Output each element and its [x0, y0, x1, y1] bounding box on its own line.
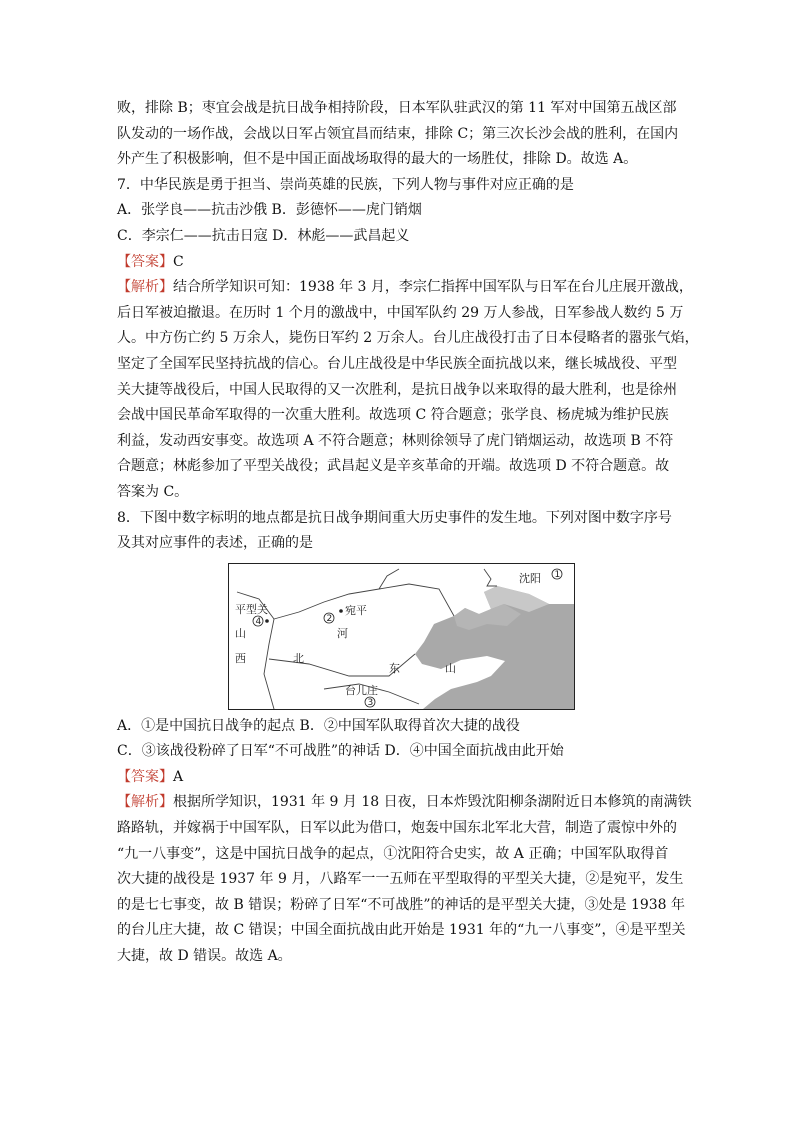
label-shan-right: 山 [445, 661, 456, 675]
question-stem: 及其对应事件的表述，正确的是 [117, 535, 313, 552]
text-line: 的是七七事变，故 B 错误；粉碎了日军“不可战胜”的神话的是平型关大捷，③处是 1938 年 [117, 896, 686, 913]
answer-tag: 【答案】 [117, 253, 173, 270]
option-line: C．李宗仁——抗击日寇 D．林彪——武昌起义 [117, 227, 410, 244]
question-7 [117, 173, 699, 506]
option-line: C．③该战役粉碎了日军“不可战胜”的神话 D．④中国全面抗战由此开始 [117, 743, 564, 760]
site-dot [339, 609, 343, 613]
analysis-text: 结合所学知识可知：1938 年 3 月，李宗仁指挥中国军队与日军在台儿庄展开激战， [173, 279, 693, 296]
text-line: 会战中国民革命军取得的一次重大胜利。故选项 C 符合题意；张学良、杨虎城为维护民族 [117, 407, 669, 424]
label-dong: 东 [389, 661, 400, 675]
label-xi: 西 [235, 651, 246, 665]
analysis-line [117, 275, 693, 301]
text-line: 路路轨，并嫁祸于中国军队，日军以此为借口，炮轰中国东北军北大营，制造了震惊中外的 [117, 820, 677, 837]
text-line: 大捷，故 D 错误。故选 A。 [117, 948, 292, 965]
province-boundary [484, 569, 497, 586]
marker-2-num: 2 [326, 613, 333, 624]
marker-4-num: 4 [255, 616, 262, 627]
text-line: 答案为 C。 [117, 483, 189, 500]
analysis-text: 根据所学知识，1931 年 9 月 18 日夜，日本炸毁沈阳柳条湖附近日本修筑的南满铁 [173, 794, 692, 811]
analysis-tag: 【解析】 [117, 794, 173, 811]
marker-1-num: 1 [554, 569, 561, 580]
question-stem: 7．中华民族是勇于担当、崇尚英雄的民族，下列人物与事件对应正确的是 [117, 176, 574, 193]
text-line: 败，排除 B；枣宜会战是抗日战争相持阶段，日本军队驻武汉的第 11 军对中国第五战区部 [117, 100, 677, 116]
answer-value: C [173, 253, 184, 270]
analysis-line [117, 790, 692, 816]
text-line: 关大捷等战役后，中国人民取得的又一次胜利，是抗日战争以来取得的最大胜利，也是徐州 [117, 381, 677, 398]
option-line: A．张学良——抗击沙俄 B．彭德怀——虎门销烟 [117, 202, 422, 219]
text-line: 外产生了积极影响，但不是中国正面战场取得的最大的一场胜仗，排除 D。故选 A。 [117, 151, 638, 168]
answer-line [117, 250, 683, 276]
label-taierzhuang: 台儿庄 [345, 683, 378, 697]
text-line: 坚定了全国军民坚持抗战的信心。台儿庄战役是中华民族全面抗战以来，继长城战役、平型 [117, 355, 677, 372]
text-line: 人。中方伤亡约 5 万余人，毙伤日军约 2 万余人。台儿庄战役打击了日本侵略者的嚣张气焰， [117, 330, 699, 347]
text-line: “九一八事变”，这是中国抗日战争的起点，①沈阳符合史实，故 A 正确；中国军队取得首 [117, 845, 669, 862]
label-shan-left: 山 [235, 626, 246, 640]
text-line: 队发动的一场作战，会战以日军占领宜昌而结束，排除 C；第三次长沙会战的胜利，在国内 [117, 125, 679, 142]
map-svg [229, 564, 574, 709]
label-wanping: 宛平 [345, 603, 367, 617]
text-line: 利益，发动西安事变。故选项 A 不符合题意；林则徐领导了虎门销烟运动，故选项 B 不符 [117, 432, 674, 449]
answer-value: A [173, 768, 184, 785]
label-he: 河 [337, 626, 348, 640]
option-line: A．①是中国抗日战争的起点 B．②中国军队取得首次大捷的战役 [117, 717, 520, 734]
document-page [117, 96, 699, 970]
analysis-tag: 【解析】 [117, 279, 173, 296]
historical-map [228, 563, 575, 710]
text-line: 次大捷的战役是 1937 年 9 月，八路军一一五师在平型取得的平型关大捷，②是宛平，发生 [117, 871, 684, 888]
site-dot [265, 619, 269, 623]
marker-3-num: 3 [367, 697, 374, 708]
label-pingxingguan: 平型关 [235, 602, 268, 616]
label-shenyang: 沈阳 [519, 571, 541, 585]
answer-line [117, 765, 683, 791]
question-stem: 8．下图中数字标明的地点都是抗日战争期间重大历史事件的发生地。下列对图中数字序号 [117, 509, 672, 526]
text-line: 的台儿庄大捷，故 C 错误；中国全面抗战由此开始是 1931 年的“九一八事变”，④是平型关 [117, 922, 686, 939]
q6-analysis-tail [117, 96, 683, 173]
text-line: 后日军被迫撤退。在历时 1 个月的激战中，中国军队约 29 万人参战，日军参战人数约 5 万 [117, 304, 684, 321]
answer-tag: 【答案】 [117, 768, 173, 785]
question-8 [117, 506, 692, 970]
text-line: 合题意；林彪参加了平型关战役；武昌起义是辛亥革命的开端。故选项 D 不符合题意。故 [117, 458, 670, 475]
label-bei: 北 [293, 651, 304, 665]
